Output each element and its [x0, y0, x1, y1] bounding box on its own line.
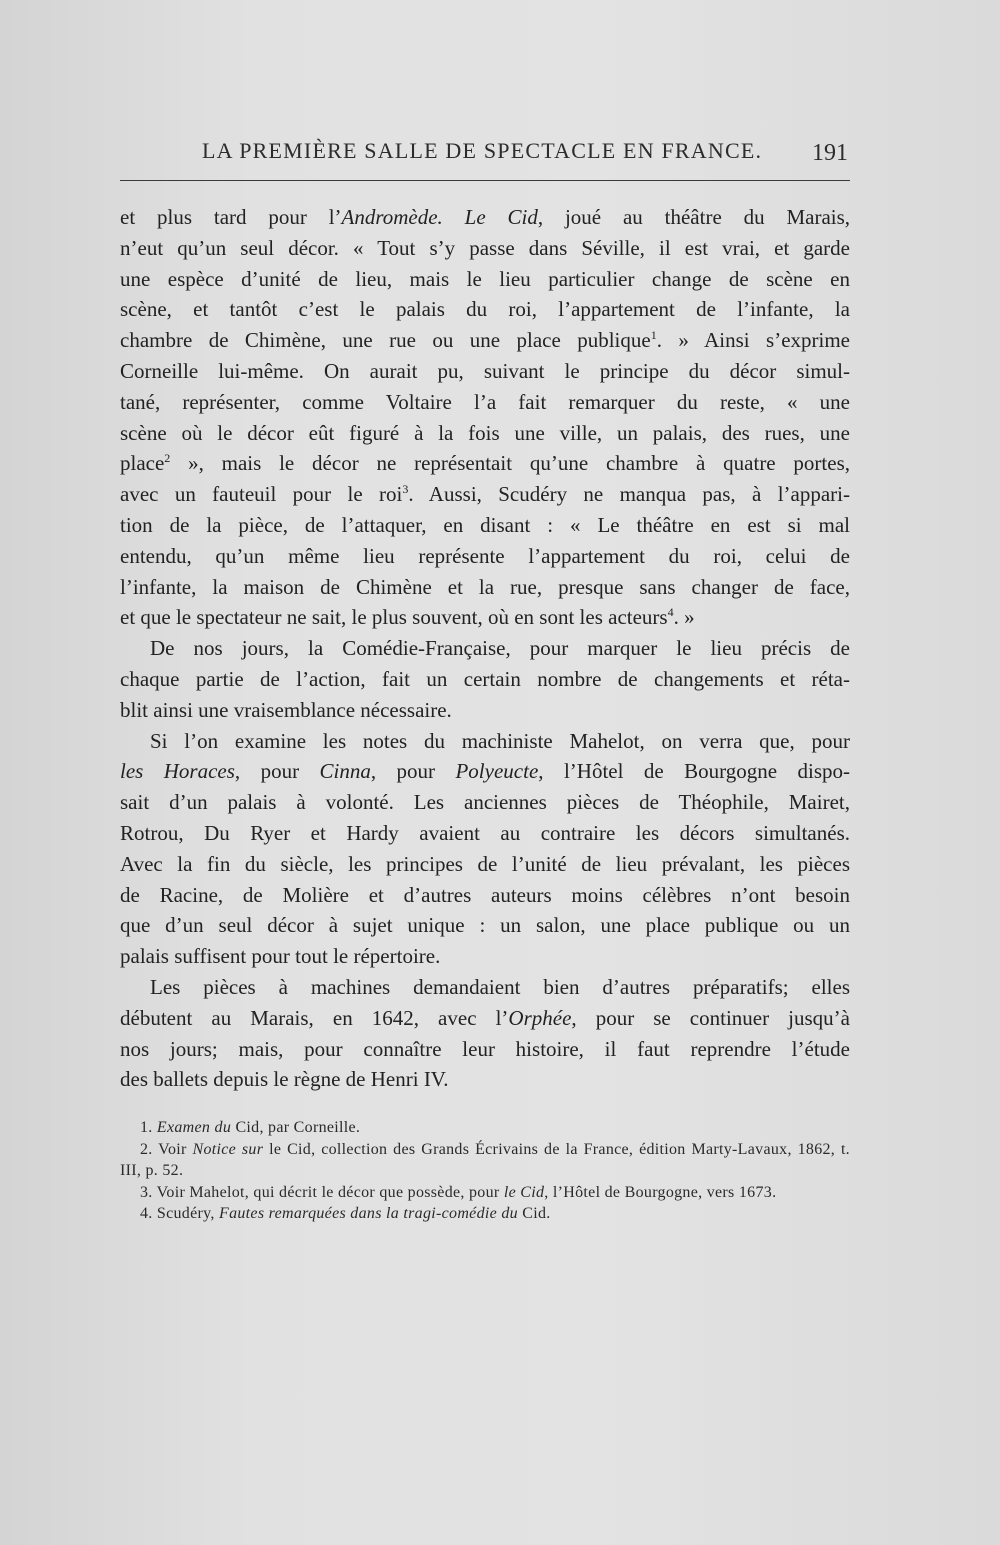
- text-run: Si l’on examine les notes du machiniste Mahelot, on verra que, pour: [150, 728, 850, 753]
- italic-text: Polyeucte: [455, 759, 539, 784]
- text-line: [120, 387, 850, 418]
- text-line: [120, 325, 850, 356]
- text-line: [120, 1064, 850, 1095]
- text-run: . »: [673, 605, 695, 630]
- text-run: Corneille lui-même. On aurait pu, suivant le principe du décor simul-: [120, 358, 850, 383]
- text-run: 1.: [140, 1119, 157, 1136]
- text-line: [120, 1034, 850, 1065]
- text-run: palais suffisent pour tout le répertoire.: [120, 944, 441, 969]
- text-run: l’infante, la maison de Chimène et la rue, presque sans changer de face,: [120, 574, 850, 599]
- text-line: [120, 510, 850, 541]
- text-line: [120, 202, 850, 233]
- text-run: 2. Voir: [140, 1140, 193, 1158]
- page-number: 191: [812, 140, 848, 166]
- text-run: , pour: [234, 759, 320, 784]
- text-run: et plus tard pour l’: [120, 205, 342, 229]
- text-line: [120, 1003, 850, 1034]
- text-line: [120, 294, 850, 325]
- text-run: Cid, par Corneille.: [231, 1119, 361, 1136]
- text-line: [120, 356, 850, 387]
- text-line: [120, 972, 850, 1003]
- text-run: une espèce d’unité de lieu, mais le lieu particulier change de scène en: [120, 266, 850, 291]
- text-run: entendu, qu’un même lieu représente l’appartement du roi, celui de: [120, 543, 850, 568]
- header-rule: [120, 180, 850, 181]
- text-run: De nos jours, la Comédie-Française, pour marquer le lieu précis de: [150, 636, 850, 661]
- text-line: [120, 264, 850, 295]
- text-run: », mais le décor ne représentait qu’une chambre à quatre portes,: [170, 451, 850, 476]
- text-line: [120, 818, 850, 849]
- text-run: tion de la pièce, de l’attaquer, en disant : « Le théâtre en est si mal: [120, 512, 850, 537]
- text-run: sait d’un palais à volonté. Les anciennes pièces de Théophile, Mairet,: [120, 790, 850, 815]
- text-line: [120, 479, 850, 510]
- text-run: n’eut qu’un seul décor. « Tout s’y passe dans Séville, il est vrai, et garde: [120, 235, 850, 260]
- text-line: [120, 695, 850, 726]
- text-run: , joué au théâtre du Marais,: [537, 205, 851, 229]
- text-run: tané, représenter, comme Voltaire l’a fait remarquer du reste, « une: [120, 389, 850, 414]
- text-run: 4. Scudéry,: [140, 1205, 219, 1222]
- text-run: le Cid, collection des Grands Écrivains de la France, édition Marty-Lavaux, 1862, t. III, p. 52.: [120, 1140, 850, 1179]
- text-line: [120, 756, 850, 787]
- text-line: [120, 849, 850, 880]
- footnote: [120, 1203, 850, 1225]
- text-line: [120, 910, 850, 941]
- footnotes: [120, 1117, 850, 1225]
- text-run: chambre de Chimène, une rue ou une place publique: [120, 328, 651, 353]
- text-line: [120, 541, 850, 572]
- footnote: [120, 1139, 850, 1182]
- footnote-ref: 1: [650, 328, 657, 343]
- text-run: , l’Hôtel de Bourgogne dispo-: [538, 759, 850, 784]
- text-run: Avec la fin du siècle, les principes de l’unité de lieu prévalant, les pièces: [120, 851, 850, 876]
- footnote-ref: 4: [667, 605, 674, 620]
- text-line: [120, 941, 850, 972]
- text-run: , pour se continuer jusqu’à: [571, 1005, 850, 1030]
- italic-text: Examen du: [156, 1119, 232, 1136]
- text-line: [120, 448, 850, 479]
- text-run: Cid.: [517, 1205, 551, 1222]
- text-line: [120, 880, 850, 911]
- text-line: [120, 418, 850, 449]
- text-run: des ballets depuis le règne de Henri IV.: [120, 1067, 449, 1092]
- text-run: place: [120, 451, 165, 476]
- text-line: [120, 633, 850, 664]
- text-run: [443, 205, 465, 229]
- text-run: débutent au Marais, en 1642, avec l’: [120, 1005, 509, 1030]
- text-run: Les pièces à machines demandaient bien d’autres préparatifs; elles: [150, 974, 850, 999]
- footnote-ref: 2: [164, 451, 171, 466]
- text-line: [120, 787, 850, 818]
- italic-text: Cinna: [319, 759, 371, 784]
- text-line: [120, 726, 850, 757]
- text-run: et que le spectateur ne sait, le plus souvent, où en sont les acteurs: [120, 605, 668, 630]
- text-line: [120, 233, 850, 264]
- text-run: scène, et tantôt c’est le palais du roi, l’appartement de l’infante, la: [120, 297, 850, 322]
- text-run: . » Ainsi s’exprime: [656, 328, 850, 353]
- text-line: [120, 602, 850, 633]
- text-run: chaque partie de l’action, fait un certain nombre de changements et réta-: [120, 666, 850, 691]
- italic-text: Fautes remarquées dans la tragi-comédie du: [219, 1205, 518, 1222]
- text-run: avec un fauteuil pour le roi: [120, 482, 403, 507]
- text-run: , l’Hôtel de Bourgogne, vers 1673.: [544, 1183, 777, 1201]
- italic-text: le Cid: [503, 1183, 545, 1201]
- page-header: [120, 138, 850, 174]
- text-run: de Racine, de Molière et d’autres auteurs moins célèbres n’ont besoin: [120, 882, 850, 907]
- text-line: [120, 664, 850, 695]
- italic-text: Andromède.: [341, 205, 443, 229]
- text-run: scène où le décor eût figuré à la fois une ville, un palais, des rues, une: [120, 420, 850, 445]
- text-run: . Aussi, Scudéry ne manqua pas, à l’appari-: [408, 482, 850, 507]
- footnote: [120, 1117, 850, 1139]
- italic-text: Notice sur: [192, 1140, 264, 1158]
- body-text: [120, 202, 850, 1095]
- text-run: que d’un seul décor à sujet unique : un salon, une place publique ou un: [120, 913, 850, 938]
- footnote: [120, 1182, 850, 1204]
- text-line: [120, 572, 850, 603]
- footnote-ref: 3: [402, 482, 409, 497]
- italic-text: les Horaces: [120, 759, 235, 784]
- text-run: 3. Voir Mahelot, qui décrit le décor que possède, pour: [140, 1183, 504, 1201]
- text-run: , pour: [370, 759, 456, 784]
- text-run: Rotrou, Du Ryer et Hardy avaient au contraire les décors simultanés.: [120, 820, 850, 845]
- italic-text: Orphée: [508, 1005, 572, 1030]
- text-run: nos jours; mais, pour connaître leur histoire, il faut reprendre l’étude: [120, 1036, 850, 1061]
- italic-text: Le Cid: [464, 205, 538, 229]
- running-title: LA PREMIÈRE SALLE DE SPECTACLE EN FRANCE.: [202, 138, 763, 163]
- text-run: blit ainsi une vraisemblance nécessaire.: [120, 697, 452, 722]
